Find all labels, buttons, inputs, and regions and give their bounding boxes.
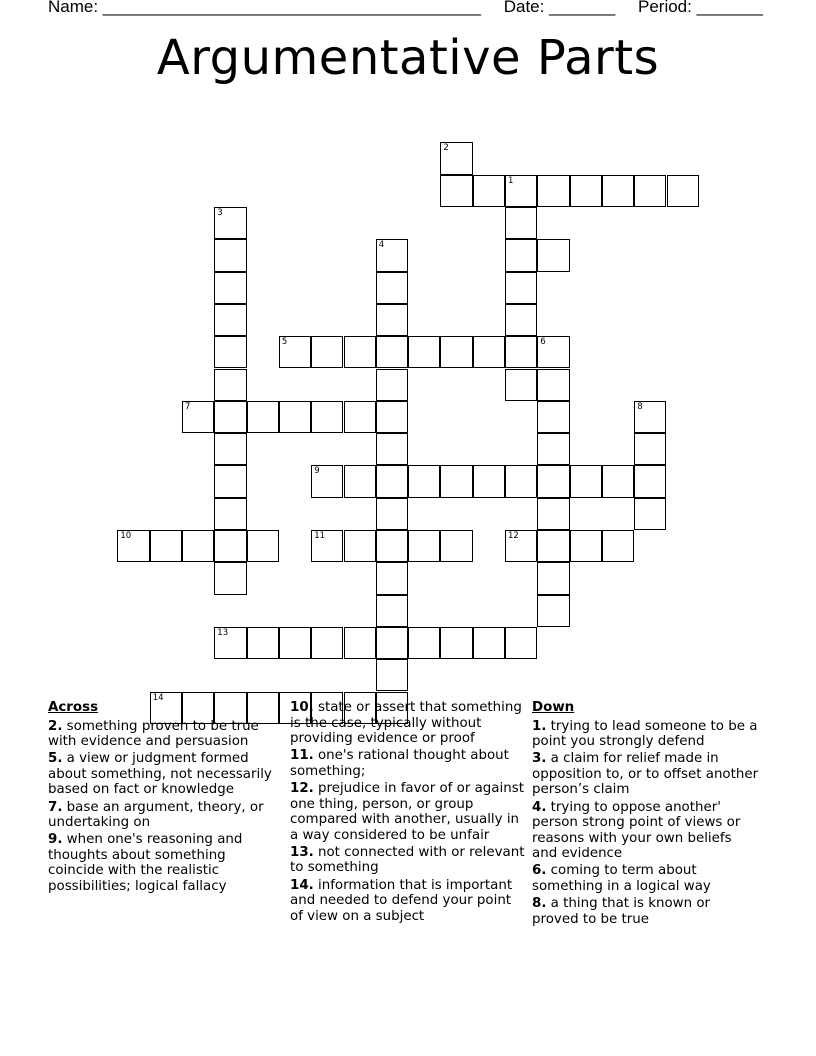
- clue-number-label: 12.: [290, 780, 314, 796]
- grid-cell[interactable]: [505, 336, 537, 368]
- grid-cell[interactable]: [505, 530, 537, 562]
- grid-cell[interactable]: [440, 627, 472, 659]
- grid-cell[interactable]: [214, 272, 246, 304]
- grid-cell[interactable]: [247, 627, 279, 659]
- clue-number: 12: [508, 531, 519, 541]
- grid-cell[interactable]: [537, 175, 569, 207]
- clue-number: 14: [152, 692, 164, 703]
- grid-cell[interactable]: [214, 369, 246, 401]
- clue-number: 8: [637, 401, 643, 412]
- grid-cell[interactable]: [376, 465, 408, 497]
- grid-cell[interactable]: [602, 465, 634, 497]
- clue-item: [532, 719, 760, 750]
- grid-cell[interactable]: [214, 304, 246, 336]
- grid-cell[interactable]: [440, 465, 472, 497]
- clue-number: 4: [378, 240, 385, 251]
- grid-cell[interactable]: [505, 465, 537, 497]
- clue-text: state or assert that something is the case, typically without providing evidence or proof: [290, 700, 522, 747]
- date-field[interactable]: Date: _______: [503, 0, 616, 16]
- clue-text: one's rational thought about something;: [290, 748, 509, 779]
- grid-cell[interactable]: [376, 272, 408, 304]
- grid-cell[interactable]: [473, 336, 505, 368]
- clue-number-label: 3.: [532, 751, 547, 767]
- clue-number: 11: [314, 531, 326, 541]
- grid-cell[interactable]: [505, 272, 537, 304]
- grid-cell[interactable]: [150, 530, 182, 562]
- clue-text: a claim for relief made in opposition to, or to offset another person’s claim: [532, 751, 759, 798]
- grid-cell[interactable]: [537, 498, 569, 530]
- grid-cell[interactable]: [440, 530, 472, 562]
- grid-cell[interactable]: [344, 336, 376, 368]
- clue-number-label: 2.: [48, 718, 63, 734]
- grid-cell[interactable]: [182, 401, 214, 433]
- clue-number-label: 1.: [532, 718, 547, 734]
- grid-cell[interactable]: [667, 175, 699, 207]
- grid-cell[interactable]: [602, 530, 634, 562]
- clue-number-label: 7.: [48, 799, 63, 815]
- clue-item: [532, 863, 760, 894]
- grid-cell[interactable]: [634, 175, 666, 207]
- grid-cell[interactable]: [408, 530, 440, 562]
- grid-cell[interactable]: [247, 401, 279, 433]
- clue-number-label: 6.: [532, 863, 547, 879]
- grid-cell[interactable]: [279, 401, 311, 433]
- grid-cell[interactable]: [537, 401, 569, 433]
- clue-item: [48, 800, 273, 831]
- grid-cell[interactable]: [473, 465, 505, 497]
- across-clues-column: [48, 700, 273, 896]
- grid-cell[interactable]: [117, 530, 149, 562]
- down-clue-list: [532, 719, 760, 928]
- clue-item: [532, 896, 760, 927]
- grid-cell[interactable]: [505, 369, 537, 401]
- grid-cell[interactable]: [408, 465, 440, 497]
- grid-cell[interactable]: [344, 530, 376, 562]
- grid-cell[interactable]: [376, 401, 408, 433]
- grid-cell[interactable]: [570, 175, 602, 207]
- clue-item: [532, 800, 760, 862]
- grid-cell[interactable]: [214, 239, 246, 271]
- grid-cell[interactable]: [537, 433, 569, 465]
- across-heading: Across: [48, 700, 99, 715]
- grid-cell[interactable]: [344, 401, 376, 433]
- grid-cell[interactable]: [214, 207, 246, 239]
- clue-number-label: 11.: [290, 748, 314, 764]
- clue-text: prejudice in favor of or against one thing, person, or group compared with another, usually in a way considered to be unfair: [290, 780, 524, 843]
- clue-number: 13: [217, 627, 229, 638]
- grid-cell[interactable]: [376, 433, 408, 465]
- grid-cell[interactable]: [376, 659, 408, 691]
- clue-text: base an argument, theory, or undertaking on: [48, 799, 264, 831]
- grid-cell[interactable]: [473, 175, 505, 207]
- clue-number-label: 9.: [48, 832, 63, 848]
- clue-text: when one's reasoning and thoughts about something coincide with the realistic possibilities; logical fallacy: [48, 832, 243, 895]
- down-heading: Down: [532, 700, 575, 715]
- clue-number: 5: [281, 337, 288, 348]
- grid-cell[interactable]: [214, 433, 246, 465]
- across-clue-list-continued: [290, 700, 526, 924]
- grid-cell[interactable]: [537, 595, 569, 627]
- grid-cell[interactable]: [214, 401, 246, 433]
- grid-cell[interactable]: [602, 175, 634, 207]
- grid-cell[interactable]: [537, 239, 569, 271]
- clue-item: [48, 751, 273, 798]
- clue-item: [48, 719, 273, 750]
- clue-number: 2: [443, 143, 449, 154]
- grid-cell[interactable]: [376, 239, 408, 271]
- clue-item: [290, 878, 526, 925]
- grid-cell[interactable]: [505, 175, 537, 207]
- grid-cell[interactable]: [311, 627, 343, 659]
- clue-item: [290, 700, 526, 747]
- grid-cell[interactable]: [182, 530, 214, 562]
- grid-cell[interactable]: [376, 530, 408, 562]
- grid-cell[interactable]: [537, 562, 569, 594]
- clue-text: trying to lead someone to be a point you strongly defend: [532, 718, 758, 750]
- grid-cell[interactable]: [408, 627, 440, 659]
- grid-cell[interactable]: [634, 401, 666, 433]
- grid-cell[interactable]: [473, 627, 505, 659]
- grid-cell[interactable]: [214, 498, 246, 530]
- clue-number: 3: [217, 208, 223, 218]
- clue-number-label: 10.: [290, 700, 314, 715]
- grid-cell[interactable]: [634, 498, 666, 530]
- grid-cell[interactable]: [214, 627, 246, 659]
- clue-number-label: 5.: [48, 751, 63, 767]
- grid-cell[interactable]: [247, 530, 279, 562]
- clue-number-label: 14.: [290, 877, 314, 893]
- grid-cell[interactable]: [344, 465, 376, 497]
- grid-cell[interactable]: [505, 239, 537, 271]
- grid-cell[interactable]: [537, 369, 569, 401]
- grid-cell[interactable]: [408, 336, 440, 368]
- clue-number: 6: [540, 337, 546, 348]
- clue-number: 9: [314, 466, 320, 477]
- down-clues-column: [532, 700, 760, 929]
- clue-text: not connected with or relevant to something: [290, 844, 525, 876]
- grid-cell[interactable]: [634, 433, 666, 465]
- grid-cell[interactable]: [214, 562, 246, 594]
- grid-cell[interactable]: [376, 336, 408, 368]
- clue-number: 7: [185, 401, 191, 412]
- clue-number-label: 4.: [532, 799, 547, 815]
- clue-number-label: 8.: [532, 896, 547, 912]
- grid-cell[interactable]: [537, 336, 569, 368]
- grid-cell[interactable]: [634, 465, 666, 497]
- grid-cell[interactable]: [214, 336, 246, 368]
- grid-cell[interactable]: [214, 465, 246, 497]
- grid-cell[interactable]: [311, 401, 343, 433]
- grid-cell[interactable]: [537, 465, 569, 497]
- clue-item: [532, 751, 760, 798]
- page-title: Argumentative Parts: [156, 30, 660, 86]
- clue-text: trying to oppose another' person strong point of views or reasons with your own beliefs and evidence: [532, 799, 741, 862]
- grid-cell[interactable]: [279, 627, 311, 659]
- clue-text: something proven to be true with evidence and persuasion: [48, 718, 259, 750]
- clue-number-label: 13.: [290, 844, 314, 860]
- grid-cell[interactable]: [440, 142, 472, 174]
- clue-number: 1: [508, 175, 514, 186]
- clue-item: [290, 845, 526, 876]
- grid-cell[interactable]: [376, 304, 408, 336]
- grid-cell[interactable]: [376, 627, 408, 659]
- name-field[interactable]: Name: ________________________________________: [48, 0, 481, 16]
- clue-text: a thing that is known or proved to be true: [532, 896, 711, 927]
- clue-text: coming to term about something in a logical way: [532, 863, 711, 895]
- grid-cell[interactable]: [537, 530, 569, 562]
- grid-cell[interactable]: [376, 498, 408, 530]
- clue-text: information that is important and needed to defend your point of view on a subject: [290, 877, 513, 924]
- period-field[interactable]: Period: _______: [638, 0, 763, 16]
- grid-cell[interactable]: [279, 336, 311, 368]
- grid-cell[interactable]: [376, 562, 408, 594]
- grid-cell[interactable]: [505, 627, 537, 659]
- grid-cell[interactable]: [311, 530, 343, 562]
- across-clue-list: [48, 719, 273, 895]
- clue-text: a view or judgment formed about something, not necessarily based on fact or knowledge: [48, 751, 272, 798]
- grid-cell[interactable]: [570, 530, 602, 562]
- grid-cell[interactable]: [440, 175, 472, 207]
- grid-cell[interactable]: [570, 465, 602, 497]
- grid-cell[interactable]: [214, 530, 246, 562]
- grid-cell[interactable]: [376, 595, 408, 627]
- grid-cell[interactable]: [376, 369, 408, 401]
- grid-cell[interactable]: [440, 336, 472, 368]
- grid-cell[interactable]: [344, 627, 376, 659]
- clue-number: 10: [120, 531, 132, 541]
- grid-cell[interactable]: [311, 336, 343, 368]
- grid-cell[interactable]: [311, 465, 343, 497]
- clue-item: [290, 781, 526, 843]
- grid-cell[interactable]: [505, 304, 537, 336]
- grid-cell[interactable]: [505, 207, 537, 239]
- across-clues-column-continued: [290, 700, 526, 926]
- clue-item: [48, 832, 273, 894]
- clue-item: [290, 748, 526, 779]
